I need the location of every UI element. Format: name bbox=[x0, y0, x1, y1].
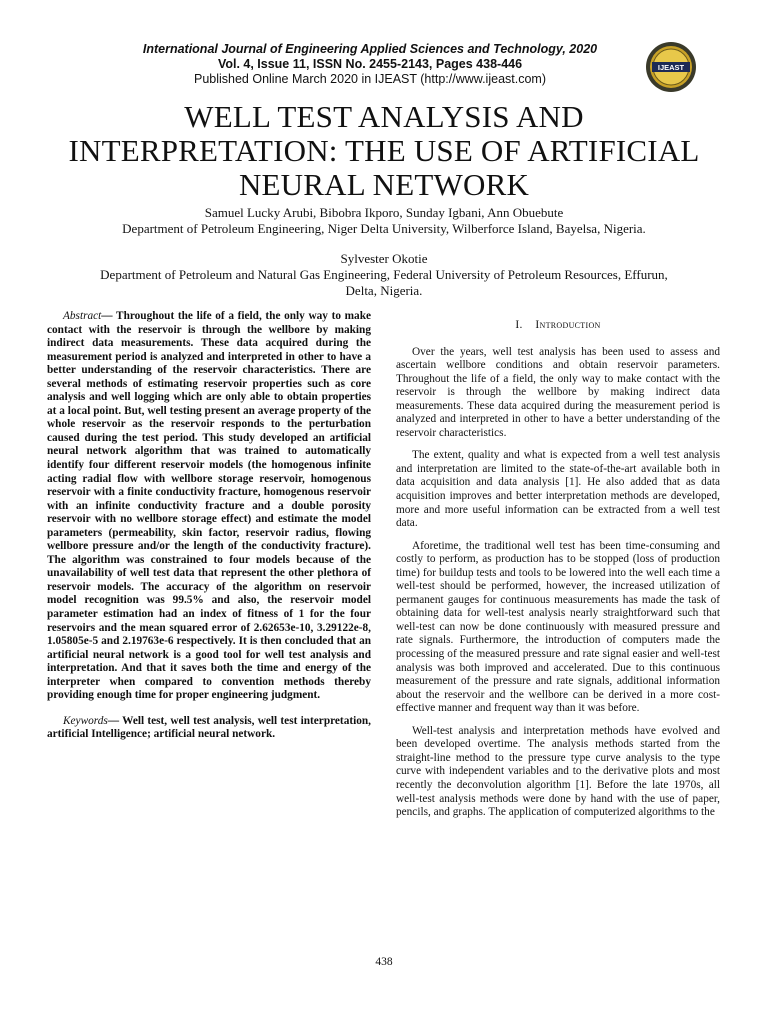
author-affiliation: Department of Petroleum Engineering, Niger Delta University, Wilberforce Island, Bayelsa, Nigeria. bbox=[122, 221, 646, 236]
second-author-block bbox=[60, 251, 708, 299]
section-number: I. bbox=[515, 319, 523, 331]
left-column bbox=[47, 310, 371, 742]
keywords-lead: Keywords bbox=[63, 714, 108, 727]
page-number: 438 bbox=[375, 956, 393, 968]
journal-published: Published Online March 2020 in IJEAST (http://www.ijeast.com) bbox=[193, 72, 546, 86]
abstract bbox=[47, 310, 371, 703]
right-column bbox=[396, 319, 720, 829]
logo-text: IJEAST bbox=[657, 63, 685, 72]
title-line-2: INTERPRETATION: THE USE OF ARTIFICIAL bbox=[68, 133, 700, 168]
author-block bbox=[40, 205, 728, 237]
section-title: Introduction bbox=[535, 319, 601, 331]
journal-header bbox=[110, 42, 630, 87]
journal-volume: Vol. 4, Issue 11, ISSN No. 2455-2143, Pages 438-446 bbox=[217, 57, 523, 71]
intro-paragraph-3: Aforetime, the traditional well test has been time-consuming and costly to perform, as production has to be stopped (loss of production time) for buildup tests and tools to be lowered into the well each time a well-test should be performed, however, the increased utilization of permanent gauges for continuous measurements has made the task of obtaining data for well-test analysis nearly straightforward such that well-test can now be done continuously with measured pressure and rate signals. Furthermore, the introduction of computers made the processing of the measured pressure and rate signal easier and well-test analysis was both improved and accelerated. Due to this continuous measurement of the pressure and rate signals, additional information about the reservoir and the wellbore can be derived in a more cost-effective manner and frequent way than it was before. bbox=[396, 539, 720, 715]
keywords-text: Well test, well test analysis, well test interpretation, artificial Intelligence; artificial neural network. bbox=[47, 714, 371, 741]
intro-paragraph-2: The extent, quality and what is expected from a well test analysis and interpretation are limited to the state-of-the-art available both in data acquisition and data analysis [1]. He also added that as data acquisition improves and better interpretation methods are developed, more and more useful information can be extracted from a well test data. bbox=[396, 449, 720, 530]
keywords-dash: — bbox=[107, 714, 120, 727]
abstract-lead: Abstract bbox=[63, 310, 102, 322]
title-line-1: WELL TEST ANALYSIS AND bbox=[184, 99, 584, 134]
journal-logo bbox=[645, 41, 697, 93]
abstract-dash: — bbox=[101, 310, 113, 322]
author-names: Samuel Lucky Arubi, Bibobra Ikporo, Sunday Igbani, Ann Obuebute bbox=[204, 205, 564, 220]
second-author-affiliation-2: Delta, Nigeria. bbox=[345, 283, 423, 298]
keywords bbox=[47, 715, 371, 742]
second-author-affiliation-1: Department of Petroleum and Natural Gas Engineering, Federal University of Petroleum Resources, Effurun, bbox=[100, 267, 668, 282]
second-author-name: Sylvester Okotie bbox=[340, 251, 428, 266]
paper-title bbox=[40, 100, 728, 202]
abstract-text: Throughout the life of a field, the only way to make contact with the reservoir is through the wellbore by making indirect data measurements. These data acquired during the measurement period is analyzed and interpreted in other to have a better understanding of the reservoir characteristics. There are several methods of estimating reservoir properties such as core analysis and well logging which are only able to obtain properties at a local point. But, well testing present an average property of the whole reservoir as the reservoir responds to the perturbation caused during the test period. This study developed an artificial neural network algorithm that was trained to automatically identify four different reservoir models (the homogenous infinite acting radial flow with wellbore storage reservoir, homogenous reservoir with a finite conductivity fracture, homogenous reservoir with an infinite conductivity fracture and a double porosity reservoir with no wellbore storage effect) and estimate the model parameters (permeability, skin factor, reservoir radius, flowing wellbore pressure and/or the length of the conductivity fracture). The algorithm was constrained to four models because of the unavailability of well test data that represent the other plethora of reservoir models. The accuracy of the algorithm on reservoir model recognition was 99.5% and also, the reservoir model parameter estimation had an index of fitness of 1 for the four reservoirs and the mean squared error of 2.62653e-10, 3.29122e-8, 1.05805e-5 and 2.19763e-6 respectively. It is then concluded that an artificial neural network is a good tool for well test analysis and interpretation. And that it saves both the time and energy of the interpreter when compared to convention methods thereby providing enough time for proper engineering judgment. bbox=[47, 310, 371, 702]
journal-name: International Journal of Engineering Applied Sciences and Technology, 2020 bbox=[142, 42, 598, 56]
section-heading-introduction bbox=[396, 319, 720, 333]
intro-paragraph-4: Well-test analysis and interpretation methods have evolved and been developed overtime. The analysis methods started from the straight-line method to the pressure type curve analysis to the type curve with independent variables and to the derivative plots and most recently the deconvolution algorithm [1]. Before the late 1970s, all well-test analysis methods were done by hand with the use of paper, pencils, and graphs. The application of computerized algorithms to the bbox=[396, 724, 720, 819]
intro-paragraph-1: Over the years, well test analysis has been used to assess and ascertain wellbore conditions and obtain reservoir parameters. Throughout the life of a field, the only way to make contact with the reservoir is through the wellbore by making indirect data measurements. These data acquired during the measurement period is analyzed and interpreted in other to have a better understanding of the reservoir characteristics. bbox=[396, 345, 720, 439]
title-line-3: NEURAL NETWORK bbox=[238, 167, 530, 202]
